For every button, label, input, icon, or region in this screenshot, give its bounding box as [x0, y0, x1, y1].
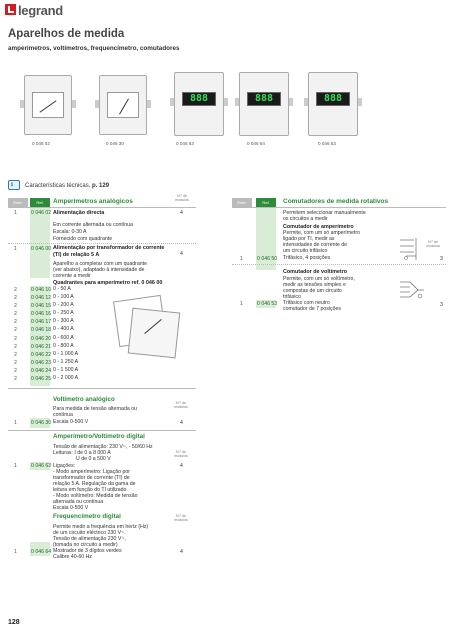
emb-value: 1 — [14, 210, 17, 216]
description-line: (tomada no circuito a medir) — [53, 542, 118, 548]
product-code: 0 046 53 — [318, 141, 336, 146]
description-line: um circuito trifásico — [283, 248, 328, 254]
modules-label: N.º de módulos — [426, 240, 440, 249]
description-line: Leituras: I de 0 a 8 000 A — [53, 450, 111, 456]
description-line: Permite, com um só voltímetro, — [283, 276, 355, 282]
page-title: Aparelhos de medida — [8, 28, 125, 40]
emb-value: 1 — [240, 256, 243, 262]
ref-value: 0 046 02 — [31, 210, 52, 216]
modules-value: 4 — [180, 549, 183, 555]
description-line: Permite, com um só amperímetro — [283, 230, 360, 236]
product-image-5 — [304, 68, 362, 140]
description-line: de um circuito eléctrico 230 V~. — [53, 530, 126, 536]
description-line: Para medida de tensão alternada ou — [53, 406, 137, 412]
description-line: Permitem seleccionar manualmente — [283, 210, 366, 216]
dial-list — [8, 287, 108, 384]
description-line: Em corrente alternada ou contínua — [53, 222, 133, 228]
description-line: intensidades de corrente de — [283, 242, 348, 248]
description-line: Permite medir a frequência em hertz (Hz) — [53, 524, 149, 530]
section-title: Frequencímetro digital — [53, 513, 121, 520]
description-line: - Modo voltímetro: Medida de tensão — [53, 493, 138, 499]
ref-value: 0 046 63 — [31, 463, 52, 469]
description-line: U de 0 a 500 V — [53, 456, 111, 462]
modules-label: N.º de módulos — [174, 514, 188, 523]
voltmeter-switch-diagram-icon — [396, 278, 426, 306]
description-line: os circuitos a medir — [283, 216, 328, 222]
product-image-4 — [235, 68, 293, 140]
section-title: Amperímetros analógicos — [53, 198, 133, 205]
description-line: - Modo amperímetro: Ligação por — [53, 469, 130, 475]
ref-value: 0 046 00 — [31, 246, 52, 252]
dial-row: 2 0 046 15 0 - 200 A — [14, 302, 74, 310]
col-header-modules: N.º de módulos — [175, 194, 189, 203]
divider — [8, 388, 196, 389]
description-line: Escala: 0-30 A — [53, 229, 87, 235]
product-name: Alimentação directa — [53, 210, 105, 216]
dial-row: 2 0 046 12 0 - 100 A — [14, 294, 74, 302]
description-line: contínua — [53, 412, 73, 418]
description-line: Fornecido com quadrante — [53, 236, 113, 242]
description-line: relação 5 A. Regulação da gama de — [53, 481, 136, 487]
subsection-title: Comutador de voltímetro — [283, 269, 348, 275]
legrand-logo-text: legrand — [18, 3, 63, 18]
dial-row: 2 0 046 25 0 - 2 000 A — [14, 375, 79, 383]
ref-value: 0 046 53 — [257, 301, 278, 307]
modules-value: 4 — [180, 251, 183, 257]
ref-value: 0 046 64 — [31, 549, 52, 555]
description-line: Aparelho a completar com um quadrante — [53, 261, 148, 267]
product-name: Alimentação por transformador de corrente (TI) de relação 5 A — [53, 245, 165, 258]
description-line: (ver abaixo), adaptado à intensidade de — [53, 267, 145, 273]
product-code: 0 046 63 — [176, 141, 194, 146]
description-line: Trifásico com neutro — [283, 300, 330, 306]
product-image-3 — [170, 68, 228, 140]
technical-characteristics-link[interactable]: Características técnicas, p. 129 — [25, 183, 110, 189]
section-title: Amperímetro/Voltímetro digital — [53, 433, 145, 440]
divider — [232, 264, 446, 265]
digital-display: 888 — [247, 92, 281, 106]
description-line: comutador de 7 posições — [283, 306, 341, 312]
divider — [8, 207, 196, 208]
description-line: trifásico — [283, 294, 301, 300]
dial-row: 2 0 046 20 0 - 600 A — [14, 334, 74, 342]
product-image-2 — [95, 70, 151, 140]
product-code: 0 046 64 — [247, 141, 265, 146]
description-line: Tensão de alimentação 230 V~, — [53, 536, 126, 542]
section-title: Voltímetro analógico — [53, 396, 115, 403]
description-line: leitura em função do TI utilizado — [53, 487, 127, 493]
modules-value: 3 — [440, 256, 443, 262]
modules-label: N.º de módulos — [174, 401, 188, 410]
ref-value: 0 046 30 — [31, 420, 52, 426]
description-line: Escala 0-500 V — [53, 419, 89, 425]
modules-value: 3 — [440, 302, 443, 308]
description-line: alternada ou contínua — [53, 499, 104, 505]
description-line: compostas de um circuito — [283, 288, 342, 294]
emb-value: 1 — [240, 301, 243, 307]
emb-value: 1 — [14, 463, 17, 469]
divider — [8, 243, 196, 244]
section-title: Comutadores de medida rotativos — [283, 198, 389, 205]
modules-label: N.º de módulos — [174, 450, 188, 459]
dial-product-image — [112, 290, 178, 360]
dial-row: 2 0 046 23 0 - 1 250 A — [14, 358, 79, 366]
page-subtitle: amperímetros, voltímetros, frequencímetro, comutadores — [8, 45, 180, 52]
subsection-title: Comutador de amperímetro — [283, 224, 354, 230]
digital-display: 888 — [182, 92, 216, 106]
description-line: medir as tensões simples e — [283, 282, 346, 288]
col-header-ref: Ref. — [256, 198, 276, 207]
modules-value: 4 — [180, 210, 183, 216]
description-line: Trifásico, 4 posições — [283, 255, 331, 261]
dial-row: 2 0 046 17 0 - 300 A — [14, 318, 74, 326]
digital-display: 888 — [316, 92, 350, 106]
ref-value: 0 046 50 — [257, 256, 278, 262]
dial-row: 2 0 046 18 0 - 400 A — [14, 326, 74, 334]
divider — [232, 207, 446, 208]
product-code: 0 046 02 — [32, 141, 50, 146]
description-line: transformador de corrente (TI) de — [53, 475, 130, 481]
description-line: corrente a medir — [53, 273, 91, 279]
dial-section-title: Quadrantes para amperímetro ref. 0 046 00 — [53, 280, 163, 286]
col-header-emb: Emb. — [8, 198, 28, 207]
dial-row: 2 0 046 22 0 - 1 000 A — [14, 350, 79, 358]
description-line: Tensão de alimentação: 230 V~, - 50/60 Hz — [53, 444, 153, 450]
dial-row: 2 0 046 24 0 - 1 500 A — [14, 366, 79, 374]
dial-row: 2 0 046 21 0 - 800 A — [14, 342, 74, 350]
page-number: 128 — [8, 619, 20, 626]
product-image-1 — [20, 70, 76, 140]
legrand-logo-mark — [5, 4, 16, 15]
emb-value: 1 — [14, 246, 17, 252]
divider — [8, 430, 196, 431]
description-line: ligado por TI, medir as — [283, 236, 335, 242]
technical-characteristics-icon: ℹ — [8, 180, 20, 190]
dial-row: 2 0 046 10 0 - 50 A — [14, 286, 71, 293]
col-header-ref: Ref. — [30, 198, 50, 207]
ammeter-switch-diagram-icon — [396, 236, 422, 264]
col-header-emb: Emb. — [232, 198, 252, 207]
modules-value: 4 — [180, 420, 183, 426]
description-line: Ligações: — [53, 463, 76, 469]
product-code: 0 046 30 — [106, 141, 124, 146]
emb-value: 1 — [14, 549, 17, 555]
description-line: Calibre 40-60 Hz — [53, 554, 92, 560]
description-line: Escala 0-500 V — [53, 505, 89, 511]
description-line: Mostrador de 3 dígitos verdes — [53, 548, 122, 554]
emb-value: 1 — [14, 420, 17, 426]
dial-row: 2 0 046 16 0 - 250 A — [14, 310, 74, 318]
modules-value: 4 — [180, 463, 183, 469]
